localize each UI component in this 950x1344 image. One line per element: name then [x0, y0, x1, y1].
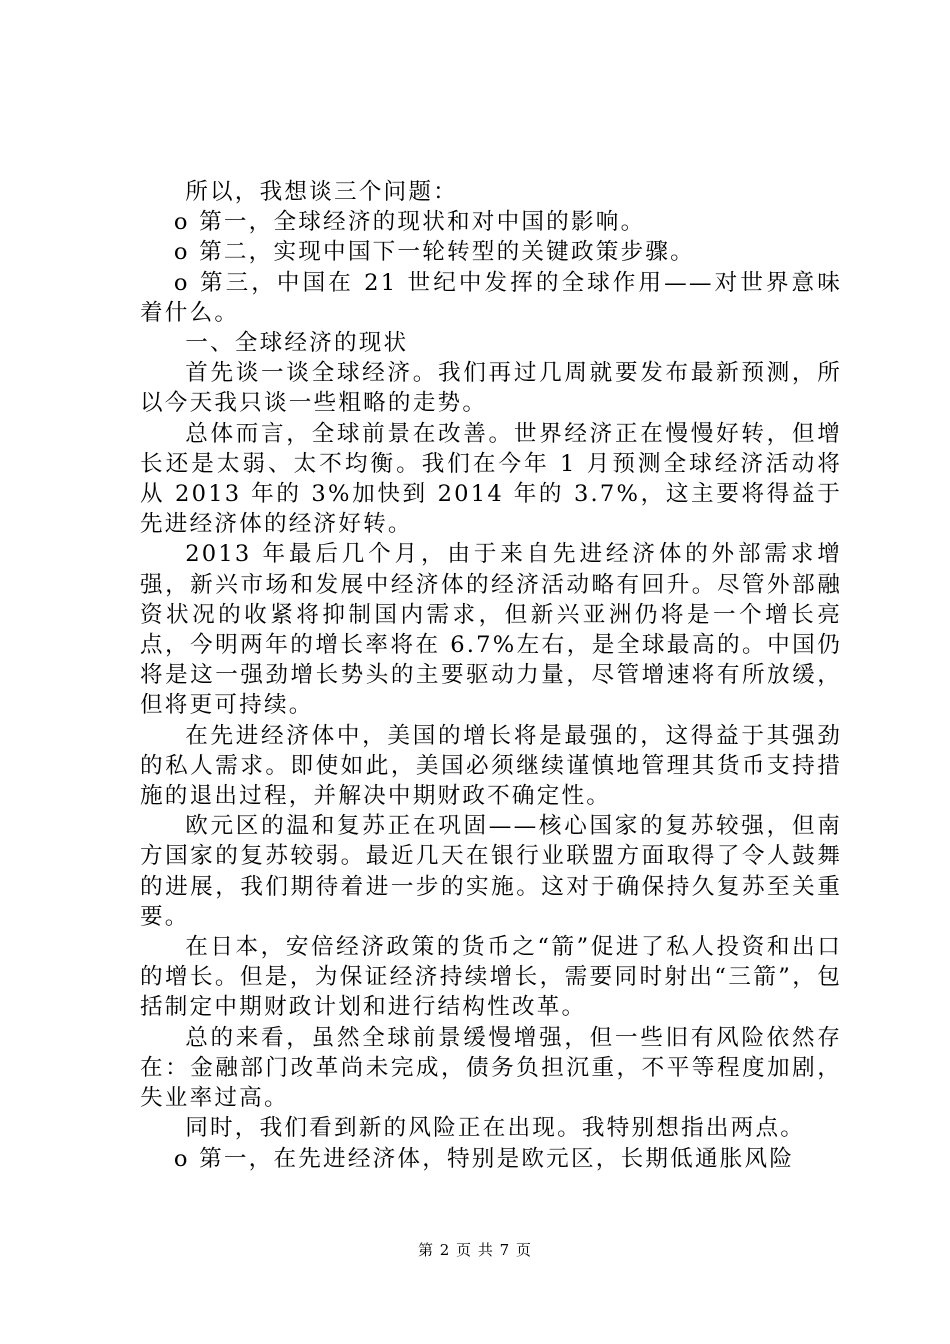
bullet-item: o 第二，实现中国下一轮转型的关键政策步骤。 — [173, 239, 695, 266]
bullet-item: o 第三，中国在 21 世纪中发挥的全球作用——对世界意味着什么。 — [140, 269, 842, 326]
paragraph: 欧元区的温和复苏正在巩固——核心国家的复苏较强，但南方国家的复苏较弱。最近几天在银行业联盟方面取得了令人鼓舞的进展，我们期待着进一步的实施。这对于确保持久复苏至关重要。 — [140, 813, 842, 930]
paragraph: 2013 年最后几个月，由于来自先进经济体的外部需求增强，新兴市场和发展中经济体的经济活动略有回升。尽管外部融资状况的收紧将抑制国内需求，但新兴亚洲仍将是一个增长亮点，今明两年的增长率将在 6.7%左右，是全球最高的。中国仍将是这一强劲增长势头的主要驱动力量，尽管增速将有所放缓，但将更可持续。 — [140, 541, 842, 719]
paragraph: 所以，我想谈三个问题： — [185, 179, 458, 205]
page-footer: 第 2 页 共 7 页 — [418, 1241, 532, 1259]
paragraph: 同时，我们看到新的风险正在出现。我特别想指出两点。 — [185, 1115, 806, 1142]
paragraph: 总体而言，全球前景在改善。世界经济正在慢慢好转，但增长还是太弱、太不均衡。我们在今年 1 月预测全球经济活动将从 2013 年的 3%加快到 2014 年的 3.7%，这主要将得益于先进经济体的经济好转。 — [140, 420, 842, 538]
section-heading: 一、全球经济的现状 — [185, 330, 409, 357]
paragraph: 总的来看，虽然全球前景缓慢增强，但一些旧有风险依然存在：金融部门改革尚未完成，债务负担沉重，不平等程度加剧，失业率过高。 — [140, 1024, 842, 1112]
paragraph: 在先进经济体中，美国的增长将是最强的，这得益于其强劲的私人需求。即使如此，美国必须继续谨慎地管理其货币支持措施的退出过程，并解决中期财政不确定性。 — [140, 722, 842, 810]
paragraph: 首先谈一谈全球经济。我们再过几周就要发布最新预测，所以今天我只谈一些粗略的走势。 — [140, 360, 842, 417]
bullet-item: o 第一，全球经济的现状和对中国的影响。 — [173, 209, 646, 236]
document-body — [140, 177, 842, 1174]
paragraph: 在日本，安倍经济政策的货币之“箭”促进了私人投资和出口的增长。但是，为保证经济持续增长，需要同时射出“三箭”，包括制定中期财政计划和进行结构性改革。 — [140, 934, 842, 1021]
bullet-item: o 第一，在先进经济体，特别是欧元区，长期低通胀风险 — [173, 1145, 795, 1172]
